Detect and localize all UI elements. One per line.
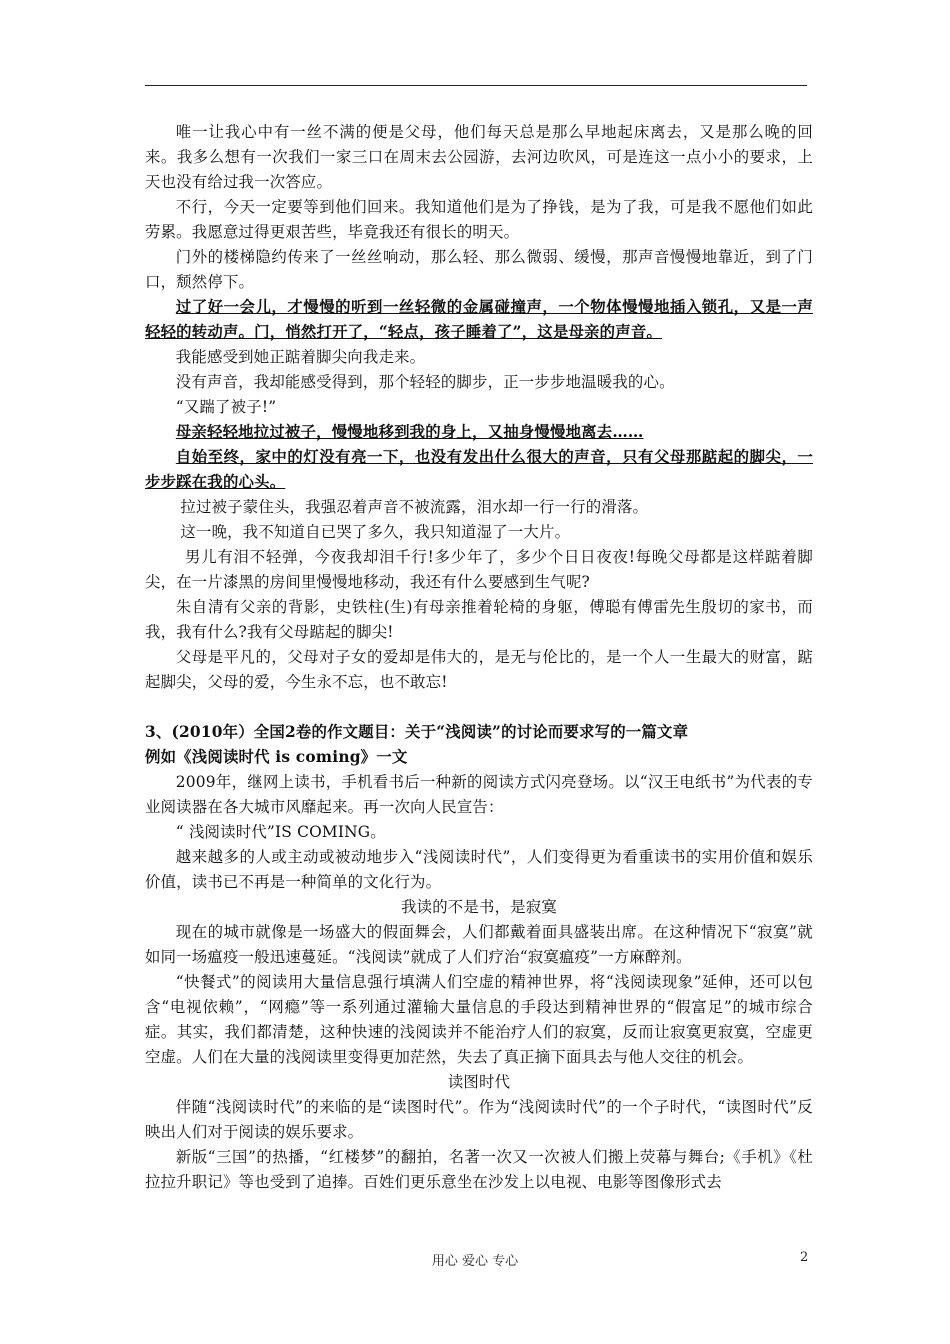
paragraph: 我能感受到她正踮着脚尖向我走来。 xyxy=(175,348,426,366)
paragraph: 拉过被子蒙住头，我强忍着声音不被流露，泪水却一行一行的滑落。 xyxy=(180,498,649,516)
paragraph: 2009年，继网上读书，手机看书后一种新的阅读方式闪亮登场。以“汉王电纸书”为代表的专业阅读器在各大城市风靡起来。再一次向人民宣告： xyxy=(145,773,813,816)
paragraph: 伴随“浅阅读时代”的来临的是“读图时代”。作为“浅阅读时代”的一个子时代，“读图时代”反映出人们对于阅读的娱乐要求。 xyxy=(145,1098,813,1141)
section-heading: 3、(2010年）全国2卷的作文题目：关于“浅阅读”的讨论而要求写的一篇文章 xyxy=(145,723,689,741)
paragraph: 男儿有泪不轻弹，今夜我却泪千行!多少年了，多少个日日夜夜!每晚父母都是这样踮着脚尖，在一片漆黑的房间里慢慢地移动，我还有什么要感到生气呢? xyxy=(145,548,813,591)
paragraph: 新版“三国”的热播，“红楼梦”的翻拍，名著一次又一次被人们搬上荧幕与舞台;《手机》《杜拉拉升职记》等也受到了追捧。百姓们更乐意坐在沙发上以电视、电影等图像形式去 xyxy=(145,1148,813,1191)
page-number: 2 xyxy=(800,1250,809,1265)
section-subtitle: 读图时代 xyxy=(447,1073,511,1091)
paragraph: 门外的楼梯隐约传来了一丝丝响动，那么轻、那么微弱、缓慢，那声音慢慢地靠近，到了门口，颓然停下。 xyxy=(145,248,813,291)
document-body xyxy=(145,120,813,1195)
paragraph: 这一晚，我不知道自已哭了多久，我只知道湿了一大片。 xyxy=(180,523,571,541)
emphasized-paragraph: 母亲轻轻地拉过被子，慢慢地移到我的身上，又抽身慢慢地离去…… xyxy=(175,423,644,441)
section-subheading: 例如《浅阅读时代 is coming》一文 xyxy=(145,748,408,766)
paragraph: 越来越多的人或主动或被动地步入“浅阅读时代”，人们变得更为看重读书的实用价值和娱乐价值，读书已不再是一种简单的文化行为。 xyxy=(145,848,813,891)
paragraph: “快餐式”的阅读用大量信息强行填满人们空虚的精神世界，将“浅阅读现象”延伸，还可以包含“电视依赖”，“网瘾”等一系列通过灌输大量信息的手段达到精神世界的“假富足”的城市综合症。其实，我们都清楚，这种快速的浅阅读并不能治疗人们的寂寞，反而让寂寞更寂寞，空虚更空虚。人们在大量的浅阅读里变得更加茫然，失去了真正摘下面具去与他人交往的机会。 xyxy=(145,973,813,1066)
footer-motto: 用心 爱心 专心 xyxy=(431,1254,519,1269)
section-subtitle: 我读的不是书，是寂寞 xyxy=(401,898,557,916)
paragraph: 不行，今天一定要等到他们回来。我知道他们是为了挣钱，是为了我，可是我不愿他们如此劳累。我愿意过得更艰苦些，毕竟我还有很长的明天。 xyxy=(145,198,813,241)
paragraph: 没有声音，我却能感受得到，那个轻轻的脚步，正一步步地温暖我的心。 xyxy=(175,373,675,391)
paragraph: 唯一让我心中有一丝不满的便是父母，他们每天总是那么早地起床离去，又是那么晚的回来。我多么想有一次我们一家三口在周末去公园游，去河边吹风，可是连这一点小小的要求，上天也没有给过我一次答应。 xyxy=(145,123,813,191)
section-gap xyxy=(145,695,813,720)
header-rule xyxy=(145,85,807,86)
emphasized-paragraph: 自始至终，家中的灯没有亮一下，也没有发出什么很大的声音，只有父母那踮起的脚尖，一步步踩在我的心头。 xyxy=(145,448,813,491)
paragraph: “ 浅阅读时代”IS COMING。 xyxy=(175,823,386,841)
paragraph: 朱自清有父亲的背影，史铁柱(生)有母亲推着轮椅的身躯，傅聪有傅雷先生殷切的家书，而我，我有什么?我有父母踮起的脚尖! xyxy=(145,598,813,641)
paragraph: 父母是平凡的，父母对子女的爱却是伟大的，是无与伦比的，是一个人一生最大的财富，踮起脚尖，父母的爱，今生永不忘，也不敢忘! xyxy=(145,648,813,691)
emphasized-paragraph: 过了好一会儿，才慢慢的听到一丝轻微的金属碰撞声，一个物体慢慢地插入锁孔，又是一声轻轻的转动声。门，悄然打开了，“轻点，孩子睡着了”，这是母亲的声音。 xyxy=(145,298,813,341)
paragraph: 现在的城市就像是一场盛大的假面舞会，人们都戴着面具盛装出席。在这种情况下“寂寞”就如同一场瘟疫一般迅速蔓延。“浅阅读”就成了人们疗治“寂寞瘟疫”一方麻醉剂。 xyxy=(145,923,813,966)
paragraph: “又踹了被子!” xyxy=(175,398,277,416)
